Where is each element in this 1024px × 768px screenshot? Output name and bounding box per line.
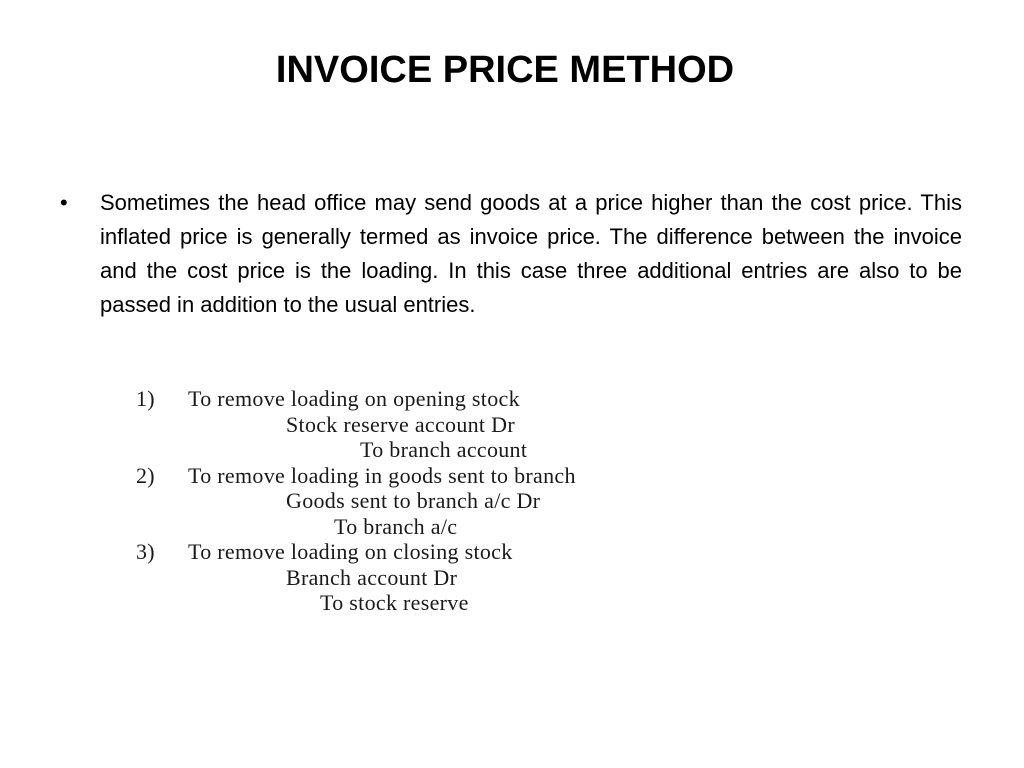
bullet-paragraph bbox=[60, 186, 964, 322]
bullet-text: Sometimes the head office may send goods at a price higher than the cost price. This inflated price is generally termed as invoice price. The difference between the invoice and the cost price is the loading. In this case three additional entries are also to be passed in addition to the usual entries. bbox=[100, 190, 962, 317]
entry-debit-row bbox=[136, 565, 776, 591]
entry-debit: Goods sent to branch a/c Dr bbox=[286, 488, 541, 513]
journal-entries bbox=[136, 386, 776, 616]
entry-credit: To branch a/c bbox=[334, 513, 458, 539]
entry-heading: To remove loading in goods sent to branch bbox=[188, 462, 576, 488]
entry-number: 2) bbox=[136, 462, 155, 488]
entry-number: 3) bbox=[136, 539, 155, 564]
entry-credit-row bbox=[136, 590, 776, 616]
entry-number: 1) bbox=[136, 386, 155, 411]
entry-credit-row bbox=[136, 437, 776, 463]
slide-title: INVOICE PRICE METHOD bbox=[275, 49, 735, 91]
entry-heading: To remove loading on closing stock bbox=[188, 539, 513, 564]
entry-heading-row bbox=[136, 539, 776, 565]
entry-credit-row bbox=[136, 514, 776, 540]
entry-heading: To remove loading on opening stock bbox=[188, 386, 520, 411]
entry-debit: Stock reserve account Dr bbox=[286, 411, 515, 437]
entry-heading-row bbox=[136, 463, 776, 489]
entry-heading-row bbox=[136, 386, 776, 412]
bullet-icon: • bbox=[60, 190, 68, 215]
entry-debit-row bbox=[136, 488, 776, 514]
entry-credit: To stock reserve bbox=[320, 590, 469, 615]
entry-debit-row bbox=[136, 412, 776, 438]
entry-credit: To branch account bbox=[360, 437, 528, 462]
entry-debit: Branch account Dr bbox=[286, 564, 458, 590]
